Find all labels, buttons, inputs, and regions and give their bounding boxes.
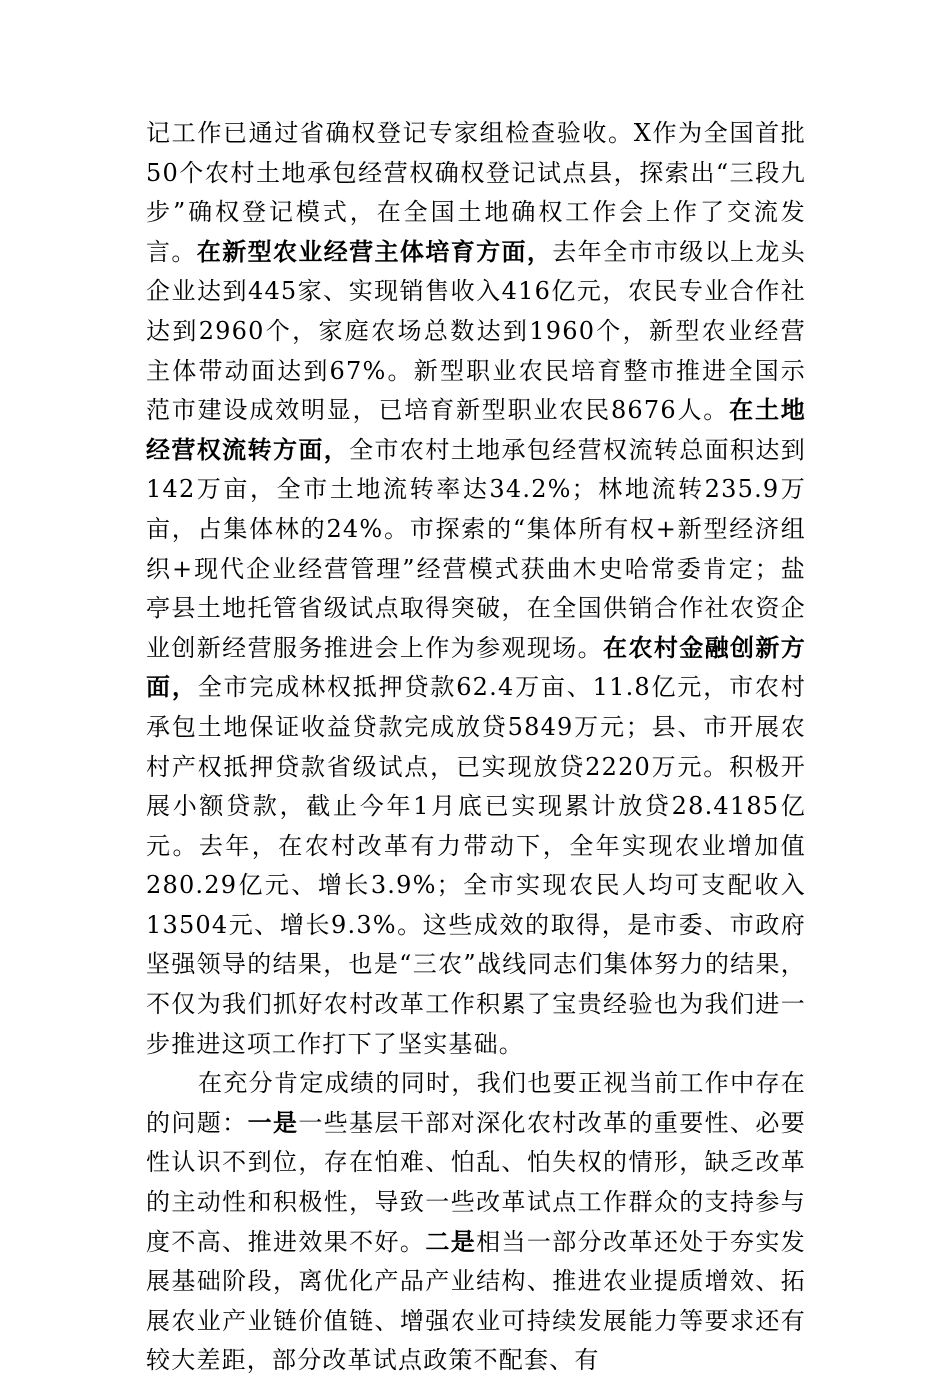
bold-heading-new-agri-entities: 在新型农业经营主体培育方面， (196, 237, 553, 266)
text-segment: 在充分肯定成绩的同时，我们也要正视当前工作中存在的问题： (146, 1069, 806, 1137)
text-segment: 去年全市市级以上龙头企业达到445家、实现销售收入416亿元，农民专业合作社达到2960个，家庭农场总数达到1960个，新型农业经营主体带动面达到67%。新型职业农民培育整市推进全国示范市建设成效明显，已培育新型职业农民8676人。 (146, 237, 807, 425)
paragraph-achievements (146, 114, 806, 1064)
bold-marker-first: 一是 (247, 1108, 299, 1137)
text-segment: 全市农村土地承包经营权流转总面积达到142万亩，全市土地流转率达34.2%；林地流转235.9万亩，占集体林的24%。市探索的“集体所有权+新型经济组织+现代企业经营管理”经营模式获曲木史哈常委肯定；盐亭县土地托管省级试点取得突破，在全国供销合作社农资企业创新经营服务推进会上作为参观现场。 (146, 435, 806, 662)
text-segment: 一些基层干部对深化农村改革的重要性、必要性认识不到位，存在怕难、怕乱、怕失权的情形，缺乏改革的主动性和积极性，导致一些改革试点工作群众的支持参与度不高、推进效果不好。 (146, 1108, 807, 1256)
paragraph-problems (146, 1064, 806, 1381)
bold-heading-land-transfer: 在土地经营权流转方面， (146, 396, 806, 464)
bold-heading-rural-finance: 在农村金融创新方面， (146, 633, 806, 702)
text-segment: 相当一部分改革还处于夯实发展基础阶段，离优化产品产业结构、推进农业提质增效、拓展农业产业链价值链、增强农业可持续发展能力等要求还有较大差距，部分改革试点政策不配套、有 (146, 1227, 807, 1375)
text-segment: 全市完成林权抵押贷款62.4万亩、11.8亿元，市农村承包土地保证收益贷款完成放贷5849万元；县、市开展农村产权抵押贷款省级试点，已实现放贷2220万元。积极开展小额贷款，截止今年1月底已实现累计放贷28.4185亿元。去年，在农村改革有力带动下，全年实现农业增加值280.29亿元、增长3.9%；全市实现农民人均可支配收入13504元、增长9.3%。这些成效的取得，是市委、市政府坚强领导的结果，也是“三农”战线同志们集体努力的结果，不仅为我们抓好农村改革工作积累了宝贵经验也为我们进一步推进这项工作打下了坚实基础。 (146, 673, 806, 1058)
document-body (146, 114, 806, 1381)
text-segment: 记工作已通过省确权登记专家组检查验收。X作为全国首批50个农村土地承包经营权确权登记试点县，探索出“三段九步”确权登记模式，在全国土地确权工作会上作了交流发言。 (146, 119, 806, 266)
bold-marker-second: 二是 (425, 1227, 477, 1256)
